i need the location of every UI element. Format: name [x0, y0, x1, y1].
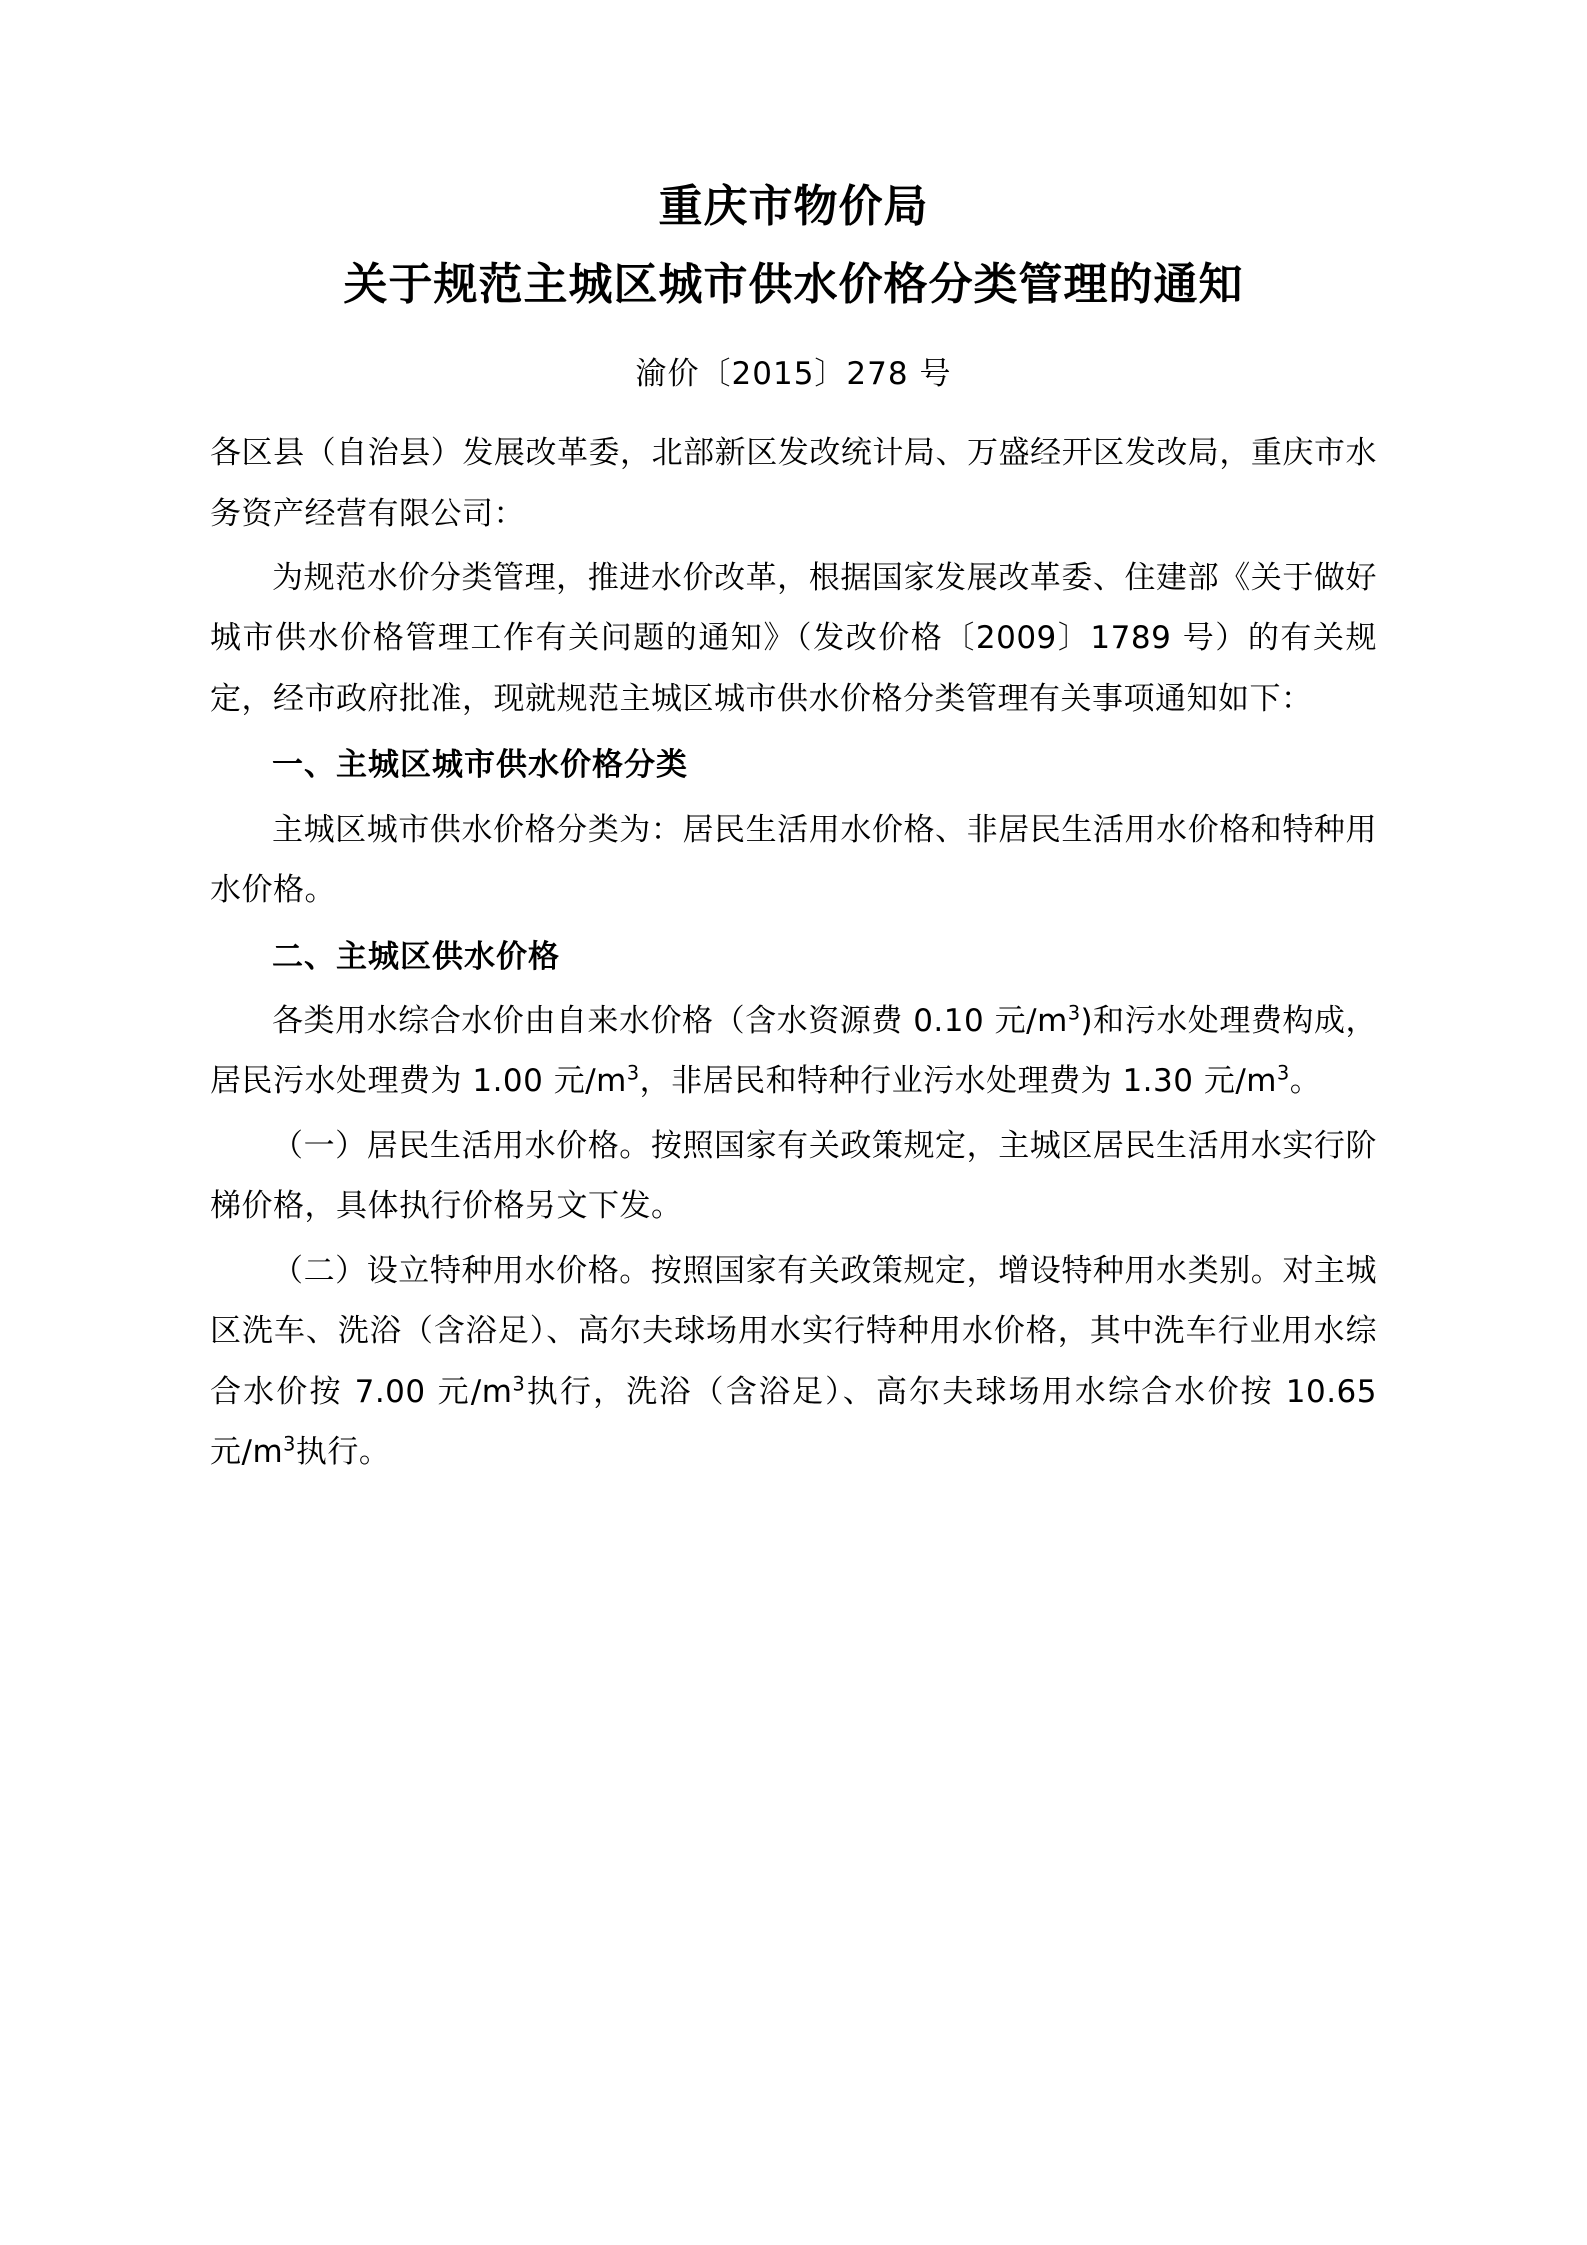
document-title-line-2: 关于规范主城区城市供水价格分类管理的通知 [343, 258, 1244, 310]
clause-2-paragraph: （二）设立特种用水价格。按照国家有关政策规定，增设特种用水类别。对主城区洗车、洗浴（含浴足）、高尔夫球场用水实行特种用水价格，其中洗车行业用水综合水价按 7.00 元$/m^3$执行，洗浴（含浴足）、高尔夫球场用水综合水价按 10.65 元$/m^3$执行。 [210, 1252, 1378, 1471]
clause-1-paragraph: （一）居民生活用水价格。按照国家有关政策规定，主城区居民生活用水实行阶梯价格，具体执行价格另文下发。 [210, 1127, 1377, 1225]
document-body [210, 423, 1377, 1482]
section-heading-2: 二、主城区供水价格 [272, 938, 560, 975]
document-title-line-1: 重庆市物价局 [658, 181, 929, 232]
preamble-paragraph: 为规范水价分类管理，推进水价改革，根据国家发展改革委、住建部《关于做好城市供水价格管理工作有关问题的通知》（发改价格〔2009〕1789 号）的有关规定，经市政府批准，现就规范主城区城市供水价格分类管理有关事项通知如下： [210, 559, 1377, 717]
recipients-paragraph: 各区县（自治县）发展改革委，北部新区发改统计局、万盛经开区发改局，重庆市水务资产经营有限公司： [210, 435, 1377, 532]
section-heading-1: 一、主城区城市供水价格分类 [272, 747, 688, 784]
section-1-body: 主城区城市供水价格分类为：居民生活用水价格、非居民生活用水价格和特种用水价格。 [210, 811, 1377, 909]
section-2-body: 各类用水综合水价由自来水价格（含水资源费 0.10 元$/m^3$)和污水处理费构成，居民污水处理费为 1.00 元$/m^3$，非居民和特种行业污水处理费为 1.30 元$/m^3$。 [210, 1001, 1378, 1100]
document-number: 渝价〔2015〕278 号 [635, 355, 952, 392]
